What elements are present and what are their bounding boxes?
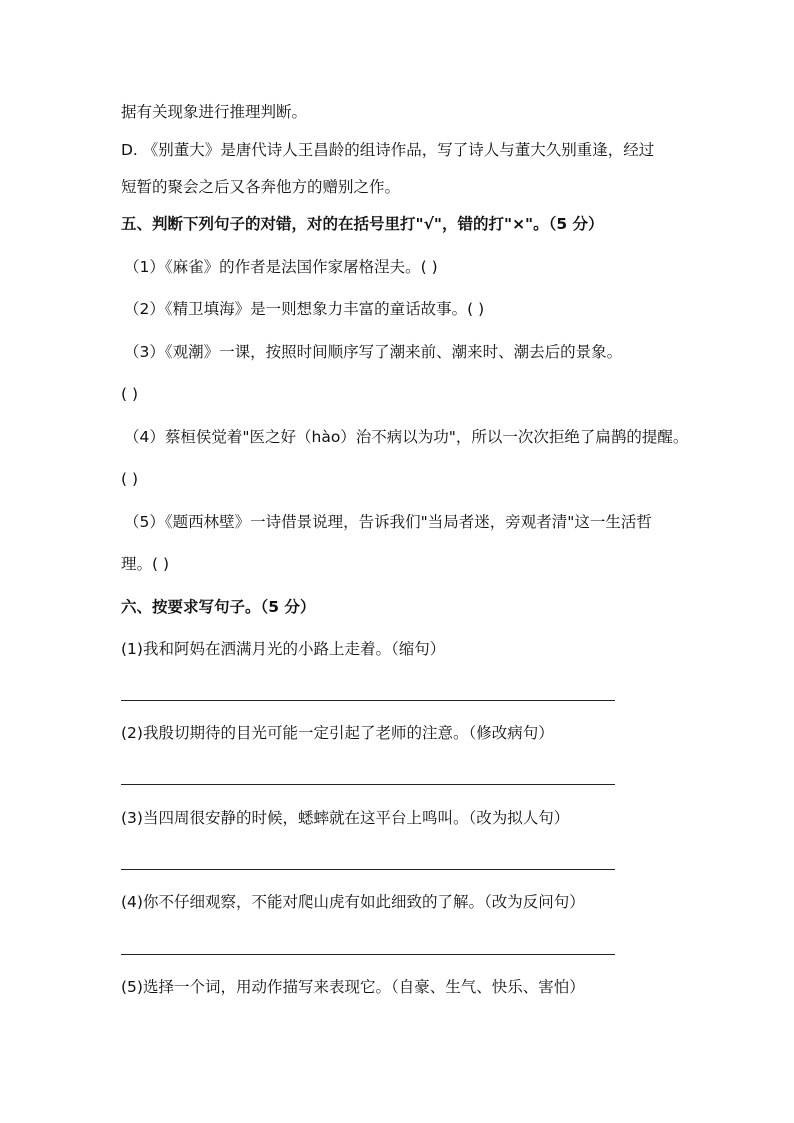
- judge-item-5: （5）《题西林壁》一诗借景说理，告诉我们"当局者迷，旁观者清"这一生活哲: [124, 513, 652, 531]
- section-five-heading: 五、判断下列句子的对错，对的在括号里打"√"，错的打"×"。（5 分）: [121, 215, 604, 233]
- option-c-continuation: 据有关现象进行推理判断。: [121, 103, 308, 121]
- judge-item-5-answer[interactable]: 理。( ): [121, 555, 170, 573]
- answer-line-2[interactable]: [121, 784, 615, 785]
- judge-item-1: （1）《麻雀》的作者是法国作家屠格涅夫。( ): [124, 258, 438, 276]
- option-d-line-2: 短暂的聚会之后又各奔他方的赠别之作。: [121, 178, 401, 196]
- rewrite-item-2: (2)我殷切期待的目光可能一定引起了老师的注意。（修改病句）: [121, 724, 554, 742]
- rewrite-item-1: (1)我和阿妈在洒满月光的小路上走着。（缩句）: [121, 640, 446, 658]
- judge-item-3-answer[interactable]: ( ): [121, 385, 139, 403]
- rewrite-item-5: (5)选择一个词，用动作描写来表现它。（自豪、生气、快乐、害怕）: [121, 978, 585, 996]
- section-six-heading: 六、按要求写句子。（5 分）: [121, 598, 316, 616]
- rewrite-item-3: (3)当四周很安静的时候，蟋蟀就在这平台上鸣叫。（改为拟人句）: [121, 809, 570, 827]
- answer-line-1[interactable]: [121, 700, 615, 701]
- rewrite-item-4: (4)你不仔细观察，不能对爬山虎有如此细致的了解。（改为反问句）: [121, 893, 585, 911]
- answer-line-4[interactable]: [121, 954, 615, 955]
- judge-item-4-answer[interactable]: ( ): [121, 470, 139, 488]
- judge-item-4: （4）蔡桓侯觉着"医之好（hào）治不病以为功"，所以一次次拒绝了扁鹊的提醒。: [124, 428, 689, 446]
- answer-line-3[interactable]: [121, 869, 615, 870]
- judge-item-2: （2）《精卫填海》是一则想象力丰富的童话故事。( ): [124, 300, 485, 318]
- option-d-line-1: D. 《别董大》是唐代诗人王昌龄的组诗作品，写了诗人与董大久别重逢，经过: [121, 141, 655, 159]
- judge-item-3: （3）《观潮》一课，按照时间顺序写了潮来前、潮来时、潮去后的景象。: [124, 343, 623, 361]
